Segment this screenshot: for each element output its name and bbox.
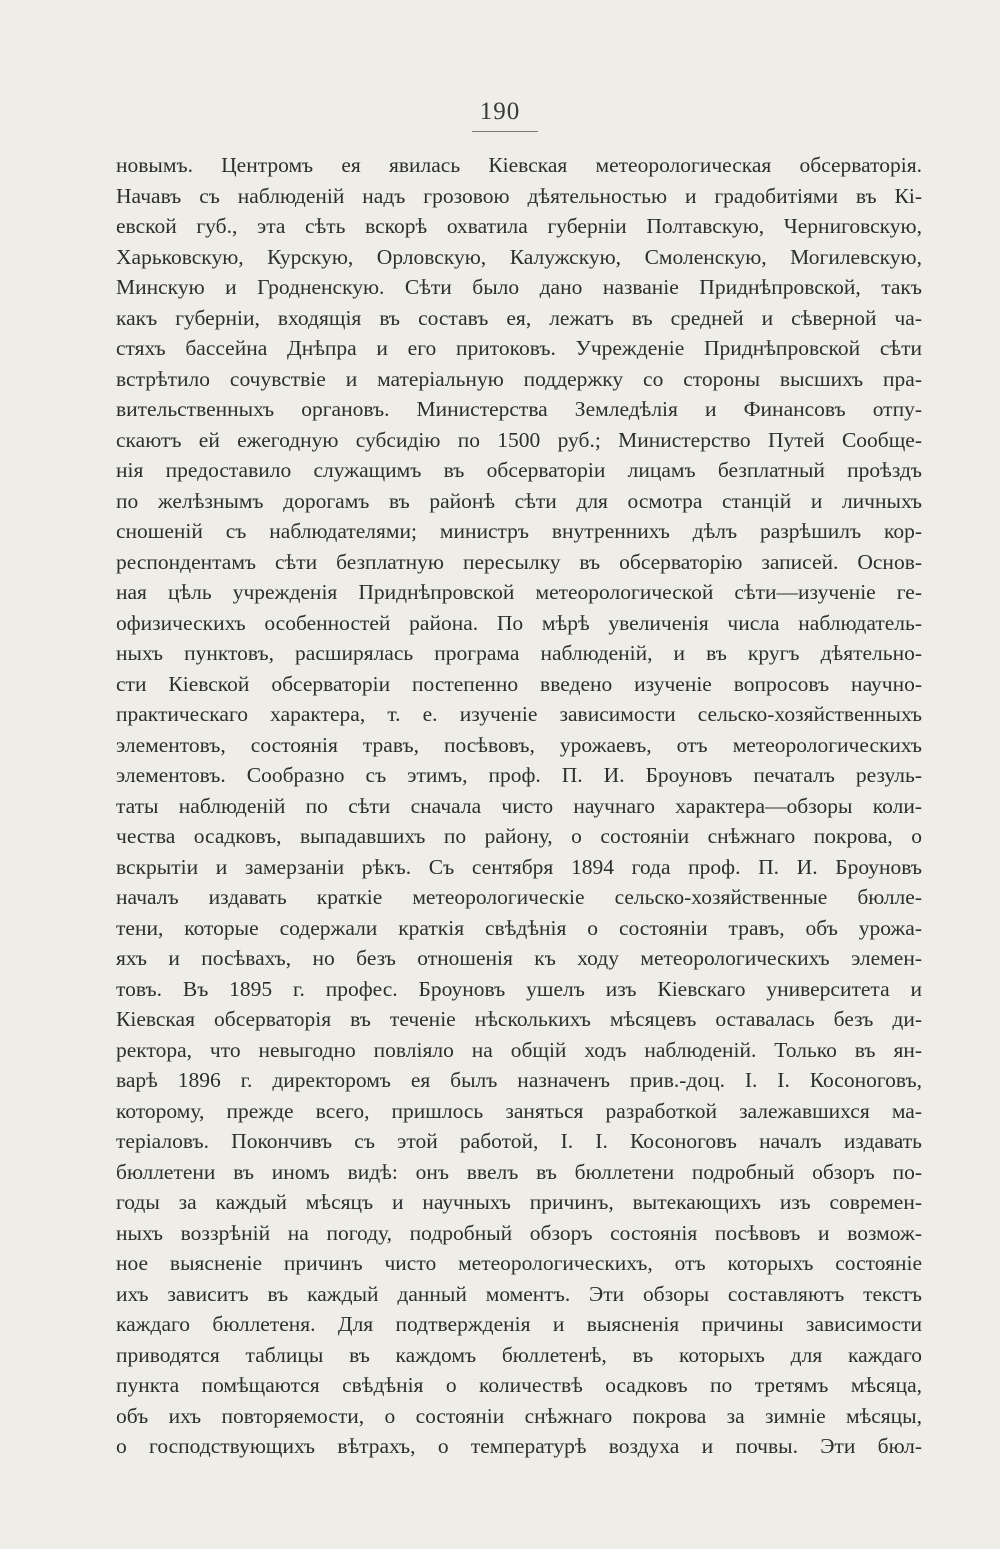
text-line: годы за каждый мѣсяцъ и научныхъ причинъ, вытекающихъ изъ современ- [116,1190,922,1214]
text-line: объ ихъ повторяемости, о состояніи снѣжнаго покрова за зимніе мѣсяцы, [116,1403,922,1428]
text-line: бюллетени въ иномъ видѣ: онъ ввелъ въ бюллетени подробный обзоръ по- [116,1159,922,1184]
text-line: сношеній съ наблюдателями; министръ внутреннихъ дѣлъ разрѣшилъ кор- [116,519,922,543]
text-line: стяхъ бассейна Днѣпра и его притоковъ. Учрежденіе Приднѣпровской сѣти [116,336,922,360]
text-line: ныхъ воззрѣній на погоду, подробный обзоръ состоянія посѣвовъ и возмож- [116,1220,922,1245]
header-rule [472,131,538,132]
text-line: Начавъ съ наблюденій надъ грозовою дѣятельностью и градобитіями въ Кі- [116,183,922,208]
text-line: элементовъ. Сообразно съ этимъ, проф. П. И. Броуновъ печаталъ резуль- [116,763,922,787]
text-line: ныхъ пунктовъ, расширялась програма наблюденій, и въ кругъ дѣятельно- [116,641,922,665]
text-line: практическаго характера, т. е. изученіе зависимости сельско-хозяйственныхъ [116,702,922,726]
text-line: ихъ зависитъ въ каждый данный моментъ. Эти обзоры составляютъ текстъ [116,1281,922,1306]
text-line: вительственныхъ органовъ. Министерства Земледѣлія и Финансовъ отпу- [116,397,922,421]
text-line: которому, прежде всего, пришлось заняться разработкой залежавшихся ма- [116,1098,922,1123]
text-line: варѣ 1896 г. директоромъ ея былъ назначенъ прив.-доц. І. І. Косоноговъ, [116,1068,922,1092]
text-line: началъ издавать краткіе метеорологическіе сельско-хозяйственные бюлле- [116,885,922,909]
text-line: элементовъ, состоянія травъ, посѣвовъ, урожаевъ, отъ метеорологическихъ [116,732,922,757]
text-line: приводятся таблицы въ каждомъ бюллетенѣ, въ которыхъ для каждаго [116,1342,922,1367]
text-line: по желѣзнымъ дорогамъ въ районѣ сѣти для осмотра станцій и личныхъ [116,488,922,513]
body-text [116,150,922,1462]
text-line: каждаго бюллетеня. Для подтвержденія и выясненія причины зависимости [116,1312,922,1336]
text-line: респондентамъ сѣти безплатную пересылку въ обсерваторію записей. Основ- [116,549,922,574]
text-line: ная цѣль учрежденія Приднѣпровской метеорологической сѣти—изученіе ге- [116,580,922,604]
text-line: ректора, что невыгодно повліяло на общій ходъ наблюденій. Только въ ян- [116,1037,922,1062]
text-line: евской губ., эта сѣть вскорѣ охватила губерніи Полтавскую, Черниговскую, [116,214,922,238]
text-line: Кіевская обсерваторія въ теченіе нѣсколькихъ мѣсяцевъ оставалась безъ ди- [116,1007,922,1031]
text-line: о господствующихъ вѣтрахъ, о температурѣ воздуха и почвы. Эти бюл- [116,1434,922,1458]
text-line: ное выясненіе причинъ чисто метеорологическихъ, отъ которыхъ состояніе [116,1251,922,1275]
text-line: новымъ. Центромъ ея явилась Кіевская метеорологическая обсерваторія. [116,153,922,177]
text-line: Минскую и Гродненскую. Сѣти было дано названіе Приднѣпровской, такъ [116,275,922,299]
page-number: 190 [479,98,521,125]
text-line: пункта помѣщаются свѣдѣнія о количествѣ осадковъ по третямъ мѣсяца, [116,1373,922,1397]
text-line: чества осадковъ, выпадавшихъ по району, о состояніи снѣжнаго покрова, о [116,824,922,848]
text-line: встрѣтило сочувствіе и матеріальную поддержку со стороны высшихъ пра- [116,366,922,391]
text-line: товъ. Въ 1895 г. профес. Броуновъ ушелъ изъ Кіевскаго университета и [116,976,922,1001]
text-line: вскрытіи и замерзаніи рѣкъ. Съ сентября 1894 года проф. П. И. Броуновъ [116,854,922,879]
text-line: теріаловъ. Покончивъ съ этой работой, І. І. Косоноговъ началъ издавать [116,1129,922,1153]
text-line: скаютъ ей ежегодную субсидію по 1500 руб.; Министерство Путей Сообще- [116,427,922,452]
text-line: какъ губерніи, входящія въ составъ ея, лежатъ въ средней и сѣверной ча- [116,305,922,330]
text-line: яхъ и посѣвахъ, но безъ отношенія къ ходу метеорологическихъ элемен- [116,946,922,970]
text-line: офизическихъ особенностей района. По мѣрѣ увеличенія числа наблюдатель- [116,610,922,635]
text-line: Харьковскую, Курскую, Орловскую, Калужскую, Смоленскую, Могилевскую, [116,244,922,269]
text-line: тени, которые содержали краткія свѣдѣнія о состояніи травъ, объ урожа- [116,915,922,940]
text-line: таты наблюденій по сѣти сначала чисто научнаго характера—обзоры коли- [116,793,922,818]
text-line: сти Кіевской обсерваторіи постепенно введено изученіе вопросовъ научно- [116,671,922,696]
text-line: нія предоставило служащимъ въ обсерваторіи лицамъ безплатный проѣздъ [116,458,922,482]
